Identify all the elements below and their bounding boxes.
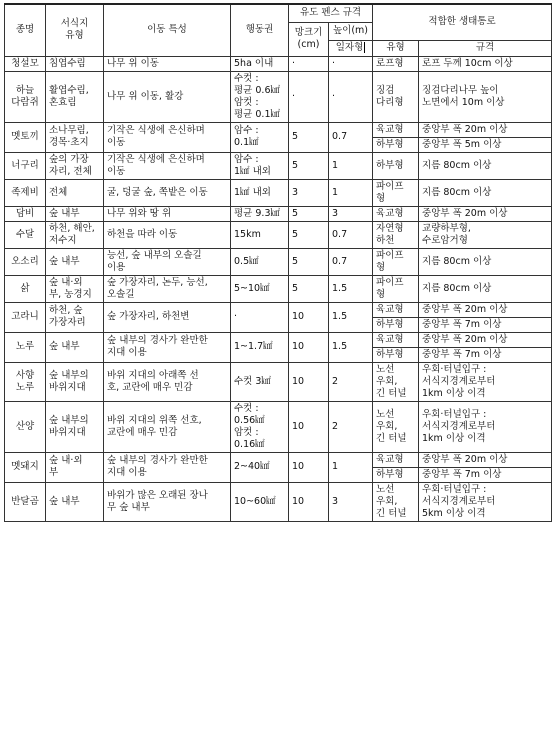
table-row: [5, 482, 552, 521]
corridor-type-cell: 하부형: [373, 152, 419, 179]
table-row: [5, 71, 552, 122]
corridor-spec-cell: 지름 80cm 이상: [419, 275, 552, 302]
species-cell: 멧돼지: [5, 452, 46, 482]
habitat-cell: 숲 내·외 부, 농경지: [46, 275, 104, 302]
corridor-type-cell: 육교형: [373, 452, 419, 467]
habitat-cell: 전체: [46, 179, 104, 206]
header-home-range: 행동권: [231, 4, 289, 56]
home-range-cell: 0.5㎢: [231, 248, 289, 275]
home-range-cell: 암수 : 0.1㎢: [231, 122, 289, 152]
mesh-cell: 5: [289, 122, 329, 152]
corridor-type-cell: 육교형: [373, 206, 419, 221]
movement-cell: 숲 내부의 경사가 완만한 지대 이용: [104, 332, 231, 362]
header-mesh: 망크기 (cm): [289, 22, 329, 56]
habitat-cell: 숲 내부: [46, 206, 104, 221]
species-cell: 삵: [5, 275, 46, 302]
corridor-spec-cell: 중앙부 폭 20m 이상: [419, 302, 552, 317]
header-fence-spec: 유도 펜스 규격: [289, 4, 373, 22]
height-cell: 1.5: [329, 275, 373, 302]
corridor-spec-cell: 중앙부 폭 7m 이상: [419, 347, 552, 362]
header-movement: 이동 특성: [104, 4, 231, 56]
species-cell: 족제비: [5, 179, 46, 206]
home-range-cell: 10~60㎢: [231, 482, 289, 521]
movement-cell: 나무 위와 땅 위: [104, 206, 231, 221]
mesh-cell: ·: [289, 56, 329, 71]
home-range-cell: 5~10㎢: [231, 275, 289, 302]
species-cell: 반달곰: [5, 482, 46, 521]
corridor-spec-cell: 지름 80cm 이상: [419, 179, 552, 206]
habitat-cell: 숲 내부: [46, 482, 104, 521]
mesh-cell: 10: [289, 302, 329, 332]
table-body: [5, 56, 552, 521]
mesh-cell: ·: [289, 71, 329, 122]
mesh-cell: 5: [289, 221, 329, 248]
mesh-cell: 10: [289, 452, 329, 482]
species-cell: 오소리: [5, 248, 46, 275]
corridor-type-cell: 파이프 형: [373, 179, 419, 206]
corridor-type-cell: 육교형: [373, 302, 419, 317]
corridor-type-cell: 노선 우회, 긴 터널: [373, 482, 419, 521]
species-cell: 노루: [5, 332, 46, 362]
mesh-cell: 5: [289, 152, 329, 179]
habitat-cell: 숲 내부: [46, 332, 104, 362]
corridor-type-cell: 로프형: [373, 56, 419, 71]
corridor-spec-cell: 우회·터널입구 : 서식지경계로부터 1km 이상 이격: [419, 401, 552, 452]
corridor-spec-cell: 중앙부 폭 7m 이상: [419, 467, 552, 482]
corridor-type-cell: 육교형: [373, 332, 419, 347]
home-range-cell: 1~1.7㎢: [231, 332, 289, 362]
height-cell: ·: [329, 56, 373, 71]
corridor-type-cell: 파이프 형: [373, 248, 419, 275]
movement-cell: 나무 위 이동: [104, 56, 231, 71]
height-cell: 1: [329, 452, 373, 482]
habitat-table: [4, 3, 552, 522]
species-cell: 담비: [5, 206, 46, 221]
table-row: [5, 179, 552, 206]
movement-cell: 기작은 식생에 은신하며 이동: [104, 122, 231, 152]
species-cell: 수달: [5, 221, 46, 248]
habitat-cell: 소나무림, 경목·초지: [46, 122, 104, 152]
header-corridor-spec: 규격: [419, 40, 552, 56]
height-cell: ·: [329, 71, 373, 122]
habitat-cell: 활엽수림, 혼효림: [46, 71, 104, 122]
table-row: [5, 332, 552, 347]
corridor-type-cell: 파이프 형: [373, 275, 419, 302]
corridor-spec-cell: 중앙부 폭 5m 이상: [419, 137, 552, 152]
home-range-cell: 수컷 : 평균 0.6㎢ 암컷 : 평균 0.1㎢: [231, 71, 289, 122]
height-cell: 1.5: [329, 332, 373, 362]
corridor-type-cell: 노선 우회, 긴 터널: [373, 362, 419, 401]
habitat-cell: 숲 내부: [46, 248, 104, 275]
home-range-cell: 2~40㎢: [231, 452, 289, 482]
mesh-cell: 10: [289, 362, 329, 401]
corridor-spec-cell: 중앙부 폭 20m 이상: [419, 122, 552, 137]
corridor-type-cell: 하부형: [373, 467, 419, 482]
species-cell: 하늘 다람쥐: [5, 71, 46, 122]
movement-cell: 숲 내부의 경사가 완만한 지대 이용: [104, 452, 231, 482]
species-cell: 사향 노루: [5, 362, 46, 401]
mesh-cell: 10: [289, 482, 329, 521]
corridor-type-cell: 육교형: [373, 122, 419, 137]
corridor-type-cell: 징검 다리형: [373, 71, 419, 122]
height-cell: 1: [329, 152, 373, 179]
table-row: [5, 401, 552, 452]
home-range-cell: 15km: [231, 221, 289, 248]
table-row: [5, 56, 552, 71]
movement-cell: 나무 위 이동, 활강: [104, 71, 231, 122]
text-cursor-icon: [364, 42, 365, 53]
header-suitable-corridor: 적합한 생태통로: [373, 4, 552, 40]
table-row: [5, 248, 552, 275]
corridor-spec-cell: 중앙부 폭 7m 이상: [419, 317, 552, 332]
corridor-spec-cell: 로프 두께 10cm 이상: [419, 56, 552, 71]
home-range-cell: 암수 : 1㎢ 내외: [231, 152, 289, 179]
home-range-cell: 1㎢ 내외: [231, 179, 289, 206]
corridor-spec-cell: 우회·터널입구 : 서식지경계로부터 1km 이상 이격: [419, 362, 552, 401]
height-cell: 0.7: [329, 122, 373, 152]
corridor-type-cell: 하부형: [373, 347, 419, 362]
height-cell: 1: [329, 179, 373, 206]
movement-cell: 숲 가장자리, 하천변: [104, 302, 231, 332]
habitat-cell: 숲 내부의 바위지대: [46, 362, 104, 401]
corridor-type-cell: 하부형: [373, 137, 419, 152]
mesh-cell: 5: [289, 275, 329, 302]
mesh-cell: 5: [289, 248, 329, 275]
table-row: [5, 452, 552, 467]
table-row: [5, 362, 552, 401]
header-habitat-type: 서식지 유형: [46, 4, 104, 56]
movement-cell: 하천을 따라 이동: [104, 221, 231, 248]
habitat-cell: 침엽수림: [46, 56, 104, 71]
height-cell: 2: [329, 362, 373, 401]
mesh-cell: 5: [289, 206, 329, 221]
corridor-spec-cell: 중앙부 폭 20m 이상: [419, 452, 552, 467]
mesh-cell: 10: [289, 401, 329, 452]
home-range-cell: 수컷 : 0.56㎢ 암컷 : 0.16㎢: [231, 401, 289, 452]
height-cell: 0.7: [329, 248, 373, 275]
table-row: [5, 122, 552, 137]
height-cell: 0.7: [329, 221, 373, 248]
corridor-spec-cell: 징검다리나무 높이 노면에서 10m 이상: [419, 71, 552, 122]
table-row: [5, 275, 552, 302]
home-range-cell: 5ha 이내: [231, 56, 289, 71]
corridor-spec-cell: 중앙부 폭 20m 이상: [419, 206, 552, 221]
movement-cell: 능선, 숲 내부의 오솔길 이용: [104, 248, 231, 275]
mesh-cell: 10: [289, 332, 329, 362]
movement-cell: 바위 지대의 아래쪽 선 호, 교란에 매우 민감: [104, 362, 231, 401]
species-cell: 너구리: [5, 152, 46, 179]
header-height-sub: 일자형: [329, 40, 373, 56]
height-cell: 3: [329, 482, 373, 521]
corridor-spec-cell: 교량하부형, 수로암거형: [419, 221, 552, 248]
table-row: [5, 302, 552, 317]
table-row: [5, 206, 552, 221]
corridor-type-cell: 하부형: [373, 317, 419, 332]
corridor-type-cell: 자연형 하천: [373, 221, 419, 248]
home-range-cell: 평균 9.3㎢: [231, 206, 289, 221]
header-species: 종명: [5, 4, 46, 56]
home-range-cell: ·: [231, 302, 289, 332]
movement-cell: 숲 가장자리, 논두, 능선, 오솔길: [104, 275, 231, 302]
habitat-cell: 하천, 해안, 저수지: [46, 221, 104, 248]
movement-cell: 기작은 식생에 은신하며 이동: [104, 152, 231, 179]
corridor-spec-cell: 우회·터널입구 : 서식지경계로부터 5km 이상 이격: [419, 482, 552, 521]
species-cell: 청설모: [5, 56, 46, 71]
header-height: 높이(m): [329, 22, 373, 40]
movement-cell: 바위가 많은 오래된 장나 무 숲 내부: [104, 482, 231, 521]
corridor-spec-cell: 중앙부 폭 20m 이상: [419, 332, 552, 347]
corridor-type-cell: 노선 우회, 긴 터널: [373, 401, 419, 452]
mesh-cell: 3: [289, 179, 329, 206]
corridor-spec-cell: 지름 80cm 이상: [419, 248, 552, 275]
species-cell: 산양: [5, 401, 46, 452]
species-cell: 고라니: [5, 302, 46, 332]
habitat-cell: 숲의 가장 자리, 전체: [46, 152, 104, 179]
home-range-cell: 수컷 3㎢: [231, 362, 289, 401]
movement-cell: 바위 지대의 위쪽 선호, 교란에 매우 민감: [104, 401, 231, 452]
habitat-cell: 하천, 숲 가장자리: [46, 302, 104, 332]
habitat-cell: 숲 내부의 바위지대: [46, 401, 104, 452]
species-cell: 멧토끼: [5, 122, 46, 152]
habitat-cell: 숲 내·외 부: [46, 452, 104, 482]
table-row: [5, 221, 552, 248]
height-cell: 1.5: [329, 302, 373, 332]
header-corridor-type: 유형: [373, 40, 419, 56]
height-cell: 2: [329, 401, 373, 452]
table-row: [5, 152, 552, 179]
corridor-spec-cell: 지름 80cm 이상: [419, 152, 552, 179]
height-cell: 3: [329, 206, 373, 221]
movement-cell: 굴, 덩굴 숲, 쪽밭은 이동: [104, 179, 231, 206]
